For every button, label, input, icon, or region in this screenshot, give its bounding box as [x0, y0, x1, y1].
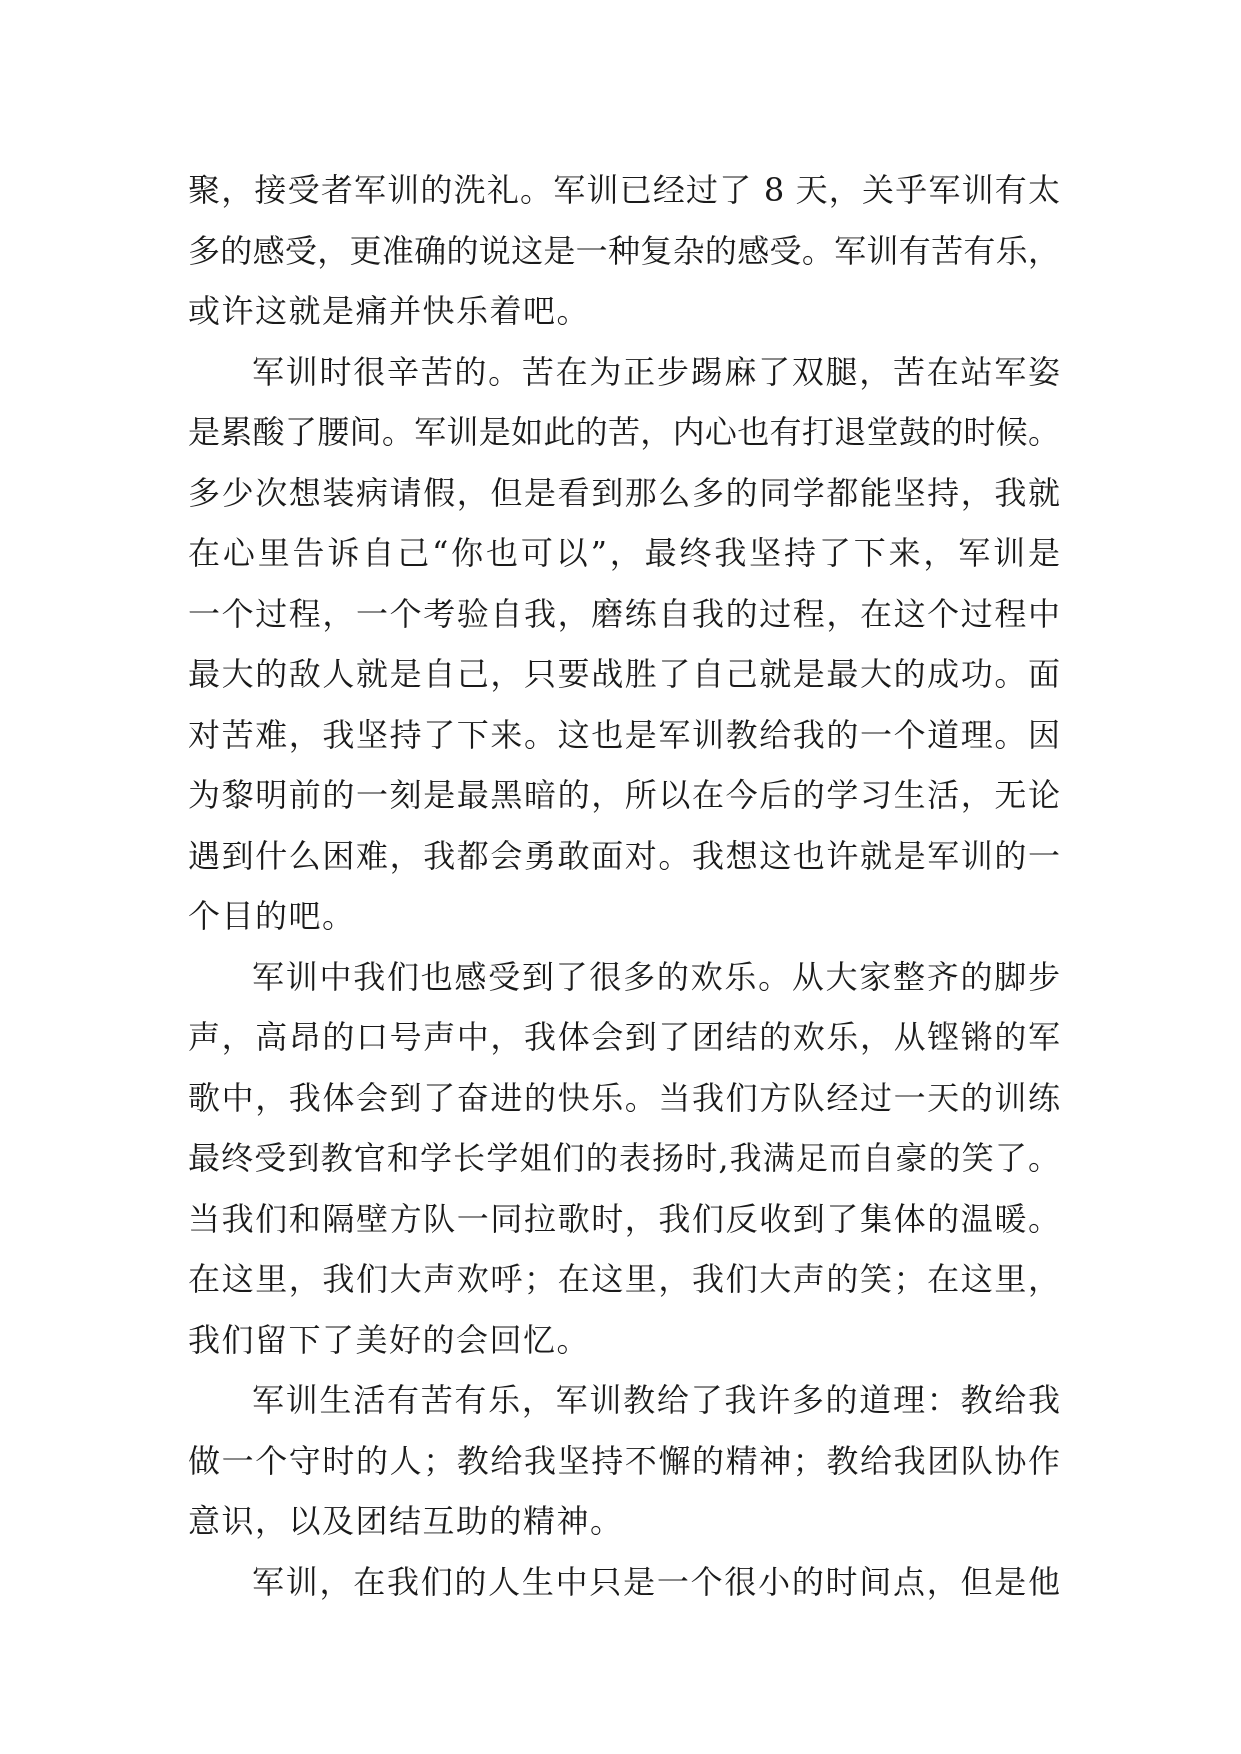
text-line: 在这里，我们大声欢呼；在这里，我们大声的笑；在这里， [188, 1260, 1060, 1298]
text-line: 聚，接受者军训的洗礼。军训已经过了 8 天，关乎军训有太 [188, 171, 1060, 209]
text-line: 一个过程，一个考验自我，磨练自我的过程，在这个过程中 [188, 594, 1060, 633]
text-line: 做一个守时的人；教给我坚持不懈的精神；教给我团队协作 [188, 1441, 1060, 1480]
text-line: 是累酸了腰间。军训是如此的苦，内心也有打退堂鼓的时候。 [188, 413, 1060, 451]
text-line: 意识，以及团结互助的精神。 [188, 1502, 624, 1540]
text-line: 军训时很辛苦的。苦在为正步踢麻了双腿，苦在站军姿 [252, 352, 1060, 391]
body-text [188, 160, 1060, 1612]
text-line: 个目的吧。 [188, 897, 356, 935]
text-line: 在心里告诉自己“你也可以”，最终我坚持了下来，军训是 [188, 534, 1060, 572]
text-line: 军训生活有苦有乐，军训教给了我许多的道理：教给我 [252, 1381, 1060, 1419]
text-line: 当我们和隔壁方队一同拉歌时，我们反收到了集体的温暖。 [188, 1199, 1060, 1238]
text-line: 多的感受，更准确的说这是一种复杂的感受。军训有苦有乐， [188, 231, 1060, 270]
text-line: 最终受到教官和学长学姐们的表扬时,我满足而自豪的笑了。 [188, 1139, 1060, 1177]
text-line: 对苦难，我坚持了下来。这也是军训教给我的一个道理。因 [188, 715, 1060, 754]
text-line: 军训中我们也感受到了很多的欢乐。从大家整齐的脚步 [252, 957, 1060, 996]
text-line: 我们留下了美好的会回忆。 [188, 1320, 591, 1359]
text-line: 多少次想装病请假，但是看到那么多的同学都能坚持，我就 [188, 473, 1060, 512]
text-line: 声，高昂的口号声中，我体会到了团结的欢乐，从铿锵的军 [188, 1018, 1060, 1056]
text-line: 为黎明前的一刻是最黑暗的，所以在今后的学习生活，无论 [188, 776, 1060, 814]
text-line: 或许这就是痛并快乐着吧。 [188, 292, 591, 330]
text-line: 军训，在我们的人生中只是一个很小的时间点，但是他 [252, 1562, 1060, 1601]
text-line: 歌中，我体会到了奋进的快乐。当我们方队经过一天的训练 [188, 1078, 1060, 1117]
text-line: 最大的敌人就是自己，只要战胜了自己就是最大的成功。面 [188, 655, 1060, 693]
text-line: 遇到什么困难，我都会勇敢面对。我想这也许就是军训的一 [188, 836, 1060, 875]
